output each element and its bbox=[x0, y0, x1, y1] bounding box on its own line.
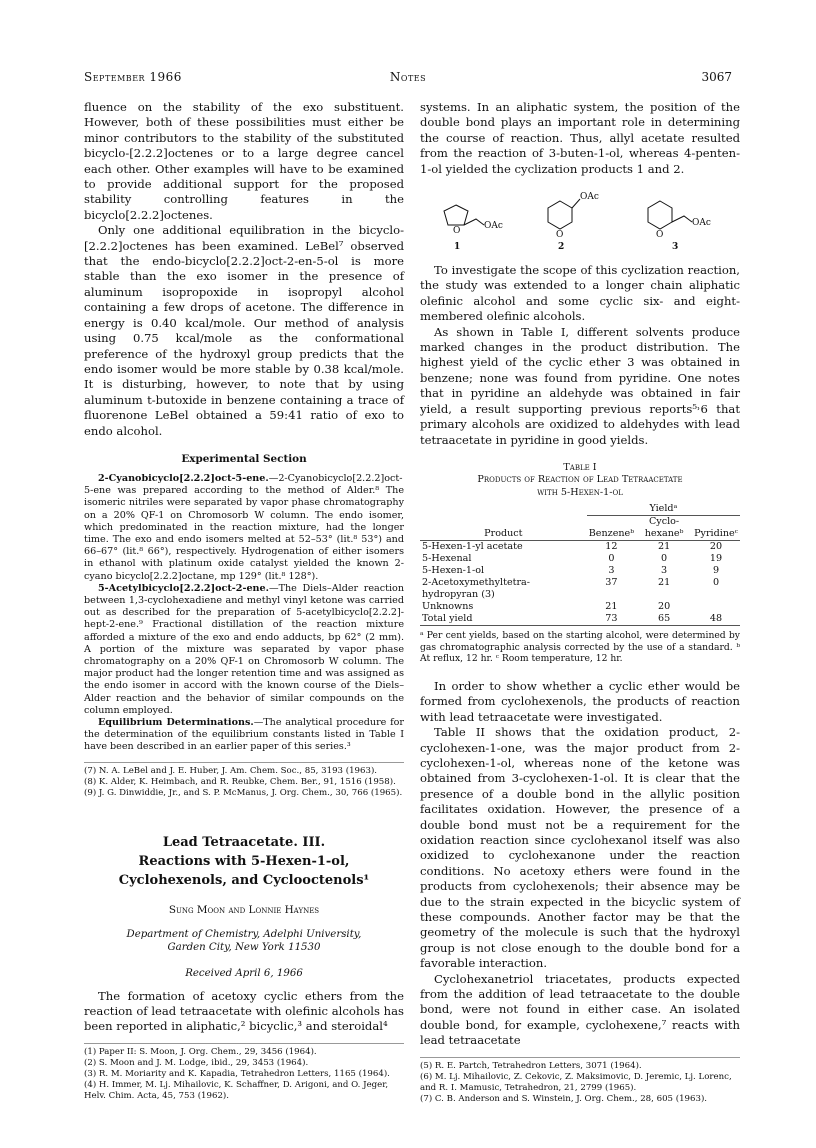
footnotes bbox=[84, 1043, 404, 1102]
table-footnote: ᵃ Per cent yields, based on the starting alcohol, were determined by gas chromatographic analysis corrected by the use of a standard. ᵇ At reflux, 12 hr. ᶜ Room temperature, 12 hr. bbox=[420, 630, 740, 665]
table-row bbox=[420, 553, 740, 565]
structure-2 bbox=[548, 192, 599, 252]
structure-3 bbox=[648, 201, 711, 252]
compound-number: 1 bbox=[454, 242, 461, 253]
experimental-paragraph bbox=[84, 473, 404, 583]
structure-1 bbox=[444, 205, 503, 252]
paragraph: As shown in Table I, different solvents produce marked changes in the product distribution. The highest yield of the cyclic ether 3 was obtained in benzene; none was found from pyridine. One notes that in pyridine an aldehyde was obtained in fair yield, a result supporting previous reports⁵˒6 that primary alcohols are oxidized to aldehydes with lead tetraacetate in pyridine in good yields. bbox=[420, 324, 740, 447]
footnote: (3) R. M. Moriarity and K. Kapadia, Tetrahedron Letters, 1165 (1964). bbox=[84, 1068, 390, 1079]
table-title: with 5-Hexen-1-ol bbox=[537, 486, 623, 498]
table-row bbox=[420, 541, 740, 554]
run-in-heading: 2-Cyanobicyclo[2.2.2]oct-5-ene. bbox=[98, 472, 269, 484]
table-cell: 5-Hexen-1-yl acetate bbox=[422, 541, 523, 553]
table-cell: 73 bbox=[605, 613, 618, 625]
table-row bbox=[420, 577, 740, 601]
struct-atom: O bbox=[453, 226, 461, 237]
run-in-heading: Equilibrium Determinations. bbox=[98, 717, 254, 728]
table-cell: 0 bbox=[608, 553, 615, 565]
running-header bbox=[84, 70, 732, 88]
struct-atom: O bbox=[656, 230, 664, 241]
header-section: Notes bbox=[389, 70, 427, 84]
table-cell: 21 bbox=[657, 577, 671, 589]
footnote: (7) C. B. Anderson and S. Winstein, J. Org. Chem., 28, 605 (1963). bbox=[420, 1093, 708, 1104]
header-date: September 1966 bbox=[84, 70, 182, 84]
experimental-paragraph bbox=[84, 583, 404, 717]
column-header: Cyclo-hexaneᵇ bbox=[644, 516, 684, 540]
chemical-structures bbox=[420, 187, 740, 257]
compound-number: 3 bbox=[672, 242, 679, 253]
affiliation-line: Department of Chemistry, Adelphi University, bbox=[126, 928, 362, 940]
article-title bbox=[84, 833, 404, 890]
table-row bbox=[420, 613, 740, 626]
struct-atom: O bbox=[556, 230, 564, 241]
table-label: Table I bbox=[563, 461, 597, 473]
right-column bbox=[420, 100, 740, 1105]
table-cell: 5-Hexenal bbox=[422, 553, 472, 565]
table-cell: 21 bbox=[657, 541, 671, 553]
footnotes bbox=[84, 762, 404, 799]
table-cell: 20 bbox=[709, 541, 723, 553]
table-cell: 2-Acetoxymethyltetra-hydropyran (3) bbox=[422, 577, 531, 601]
table-cell: 65 bbox=[657, 613, 671, 625]
structures-svg bbox=[420, 187, 740, 257]
footnote: (8) K. Alder, K. Heimbach, and R. Reubke, Chem. Ber., 91, 1516 (1958). bbox=[84, 776, 396, 787]
paragraph: Only one additional equilibration in the bicyclo-[2.2.2]octenes has been examined. LeBel⁷ observed that the endo-bicyclo[2.2.2]oct-2-en-5-ol is more stable than the exo isomer in the presence of aluminum isopropoxide in isopropyl alcohol containing a few drops of acetone. The difference in energy is 0.40 kcal/mole. Our method of analysis using 0.75 kcal/mole as the conformational preference of the hydroxyl group predicts that the endo isomer would be more stable by 0.38 kcal/mole. It is disturbing, however, to note that by using aluminum t-butoxide in benzene containing a trace of fluorenone LeBel obtained a 59:41 ratio of exo to endo alcohol. bbox=[84, 223, 404, 438]
column-header: Benzeneᵇ bbox=[588, 528, 635, 540]
page-number: 3067 bbox=[701, 70, 732, 84]
table-cell: 20 bbox=[657, 601, 671, 613]
left-column bbox=[84, 100, 404, 1102]
data-table bbox=[420, 503, 740, 626]
compound-number: 2 bbox=[558, 242, 565, 253]
paragraph-text: —The Diels–Alder reaction between 1,3-cyclohexadiene and methyl vinyl ketone was carried out as described for the preparation of 5-acetylbicyclo[2.2.2]-hept-2-ene.⁹ Fractional distillation of the reaction mixture afforded a mixture of the exo and endo adducts, bp 62° (2 mm). A portion of the mixture was separated by vapor phase chromatography on a 20% QF-1 on Chromosorb W column. The major product had the longer retention time and was assigned as the endo isomer in accord with the known course of the Diels–Alder reaction and the behavior of similar compounds on the column employed. bbox=[84, 582, 404, 716]
table-cell: 37 bbox=[605, 577, 618, 589]
struct-label: OAc bbox=[580, 192, 599, 203]
experimental-paragraph bbox=[84, 717, 404, 754]
paragraph: To investigate the scope of this cyclization reaction, the study was extended to a longer chain aliphatic olefinic alcohol and some cyclic six- and eight-membered olefinic alcohols. bbox=[420, 263, 740, 324]
affiliation-line: Garden City, New York 11530 bbox=[167, 941, 321, 953]
table-title: Products of Reaction of Lead Tetraacetate bbox=[477, 474, 683, 486]
table-group-row bbox=[420, 503, 740, 516]
title-line: Cyclohexenols, and Cyclooctenols¹ bbox=[118, 872, 370, 888]
struct-label: OAc bbox=[692, 218, 711, 229]
footnote: (1) Paper II: S. Moon, J. Org. Chem., 29, 3456 (1964). bbox=[84, 1046, 317, 1057]
affiliation bbox=[84, 928, 404, 954]
table-cell: 12 bbox=[605, 541, 618, 553]
table-cell bbox=[692, 601, 740, 613]
authors: Sung Moon and Lonnie Haynes bbox=[168, 903, 320, 916]
paragraph: The formation of acetoxy cyclic ethers from the reaction of lead tetraacetate with olefinic alcohols has been reported in aliphatic,² bicyclic,³ and steroidal⁴ bbox=[84, 988, 404, 1034]
table-cell: 3 bbox=[608, 565, 615, 577]
table-cell: 9 bbox=[712, 565, 720, 577]
table-cell: 19 bbox=[709, 553, 723, 565]
paragraph-text: —The analytical procedure for the determination of the equilibrium constants listed in Table I have been described in an earlier paper of this series.³ bbox=[84, 717, 404, 753]
footnote: (6) M. Lj. Mihailovic, Z. Cekovic, Z. Maksimovic, D. Jeremic, Lj. Lorenc, and R. I. Mamusic, Tetrahedron, 21, 2799 (1965). bbox=[420, 1071, 732, 1093]
table-cell: 0 bbox=[661, 553, 668, 565]
struct-label: OAc bbox=[484, 221, 503, 232]
table-row bbox=[420, 565, 740, 577]
title-line: Reactions with 5-Hexen-1-ol, bbox=[138, 853, 350, 869]
table-group-header: Yieldᵃ bbox=[587, 503, 740, 516]
table-cell: Unknowns bbox=[422, 601, 474, 613]
table-caption bbox=[420, 462, 740, 499]
title-line: Lead Tetraacetate. III. bbox=[162, 834, 326, 850]
column-header: Product bbox=[484, 528, 523, 540]
paragraph: Cyclohexanetriol triacetates, products expected from the addition of lead tetraacetate to the double bond, were not found in either case. An isolated double bond, for example, cyclohexene,⁷ reacts with lead tetraacetate bbox=[420, 971, 740, 1048]
paragraph: In order to show whether a cyclic ether would be formed from cyclohexenols, the products of reaction with lead tetraacetate were investigated. bbox=[420, 678, 740, 724]
run-in-heading: 5-Acetylbicyclo[2.2.2]oct-2-ene. bbox=[98, 582, 269, 594]
table-cell: 0 bbox=[712, 577, 720, 589]
received-date: Received April 6, 1966 bbox=[185, 967, 303, 979]
column-header: Pyridineᶜ bbox=[694, 528, 738, 540]
paragraph-text: —2-Cyanobicyclo[2.2.2]oct-5-ene was prepared according to the method of Alder.⁸ The isomeric nitriles were separated by vapor phase chromatography on a 20% QF-1 on Chromosorb W column. The endo isomer, which predominated in the reaction mixture, had the longer time. The exo and endo isomers melted at 52–53° (lit.⁸ 53°) and 66–67° (lit.⁸ 66°), respectively. Hydrogenation of either isomers in ethanol with platinum oxide catalyst yielded the known 2-cyano bicyclo[2.2.2]octane, mp 129° (lit.⁸ 128°). bbox=[84, 472, 404, 582]
table-cell: 21 bbox=[605, 601, 618, 613]
footnote: (2) S. Moon and J. M. Lodge, ibid., 29, 3453 (1964). bbox=[84, 1057, 309, 1068]
paragraph: systems. In an aliphatic system, the position of the double bond plays an important role in determining the course of reaction. Thus, allyl acetate resulted from the reaction of 3-buten-1-ol, whereas 4-penten-1-ol yielded the cyclization products 1 and 2. bbox=[420, 100, 740, 176]
section-title: Experimental Section bbox=[181, 452, 307, 465]
paragraph: fluence on the stability of the exo substituent. However, both of these possibilities must either be minor contributors to the stability of the substituted bicyclo-[2.2.2]octenes or to a large degree cancel each other. Other examples will have to be examined to provide additional support for the proposed stability controlling features in the bicyclo[2.2.2]octenes. bbox=[84, 100, 404, 222]
footnote: (4) H. Immer, M. Lj. Mihailovic, K. Schaffner, D. Arigoni, and O. Jeger, Helv. Chim. Acta, 45, 753 (1962). bbox=[84, 1079, 389, 1101]
table-cell: 3 bbox=[661, 565, 668, 577]
table-cell: 5-Hexen-1-ol bbox=[422, 565, 485, 577]
paragraph: Table II shows that the oxidation product, 2-cyclohexen-1-one, was the major product from 2-cyclohexen-1-ol, whereas none of the ketone was obtained from 3-cyclohexen-1-ol. It is clear that the presence of a double bond in the allylic position facilitates oxidation. However, the presence of a double bond must not be a requirement for the oxidation reaction since cyclohexanol itself was also oxidized to cyclohexanone under the reaction conditions. No acetoxy ethers were found in the products from cyclohexenols; their absence may be due to the strain expected in the bicyclic system of these compounds. Another factor may be that the geometry of the molecule is such that the hydroxyl group is not close enough to the double bond for a favorable interaction. bbox=[420, 725, 740, 971]
table-cell: Total yield bbox=[422, 613, 473, 625]
table-header-row bbox=[420, 516, 740, 541]
table-cell: 48 bbox=[709, 613, 723, 625]
footnote: (7) N. A. LeBel and J. E. Huber, J. Am. Chem. Soc., 85, 3193 (1963). bbox=[84, 765, 378, 776]
footnote: (5) R. E. Partch, Tetrahedron Letters, 3071 (1964). bbox=[420, 1060, 642, 1071]
table-row bbox=[420, 601, 740, 613]
footnote: (9) J. G. Dinwiddie, Jr., and S. P. McManus, J. Org. Chem., 30, 766 (1965). bbox=[84, 787, 403, 798]
footnotes bbox=[420, 1057, 740, 1105]
